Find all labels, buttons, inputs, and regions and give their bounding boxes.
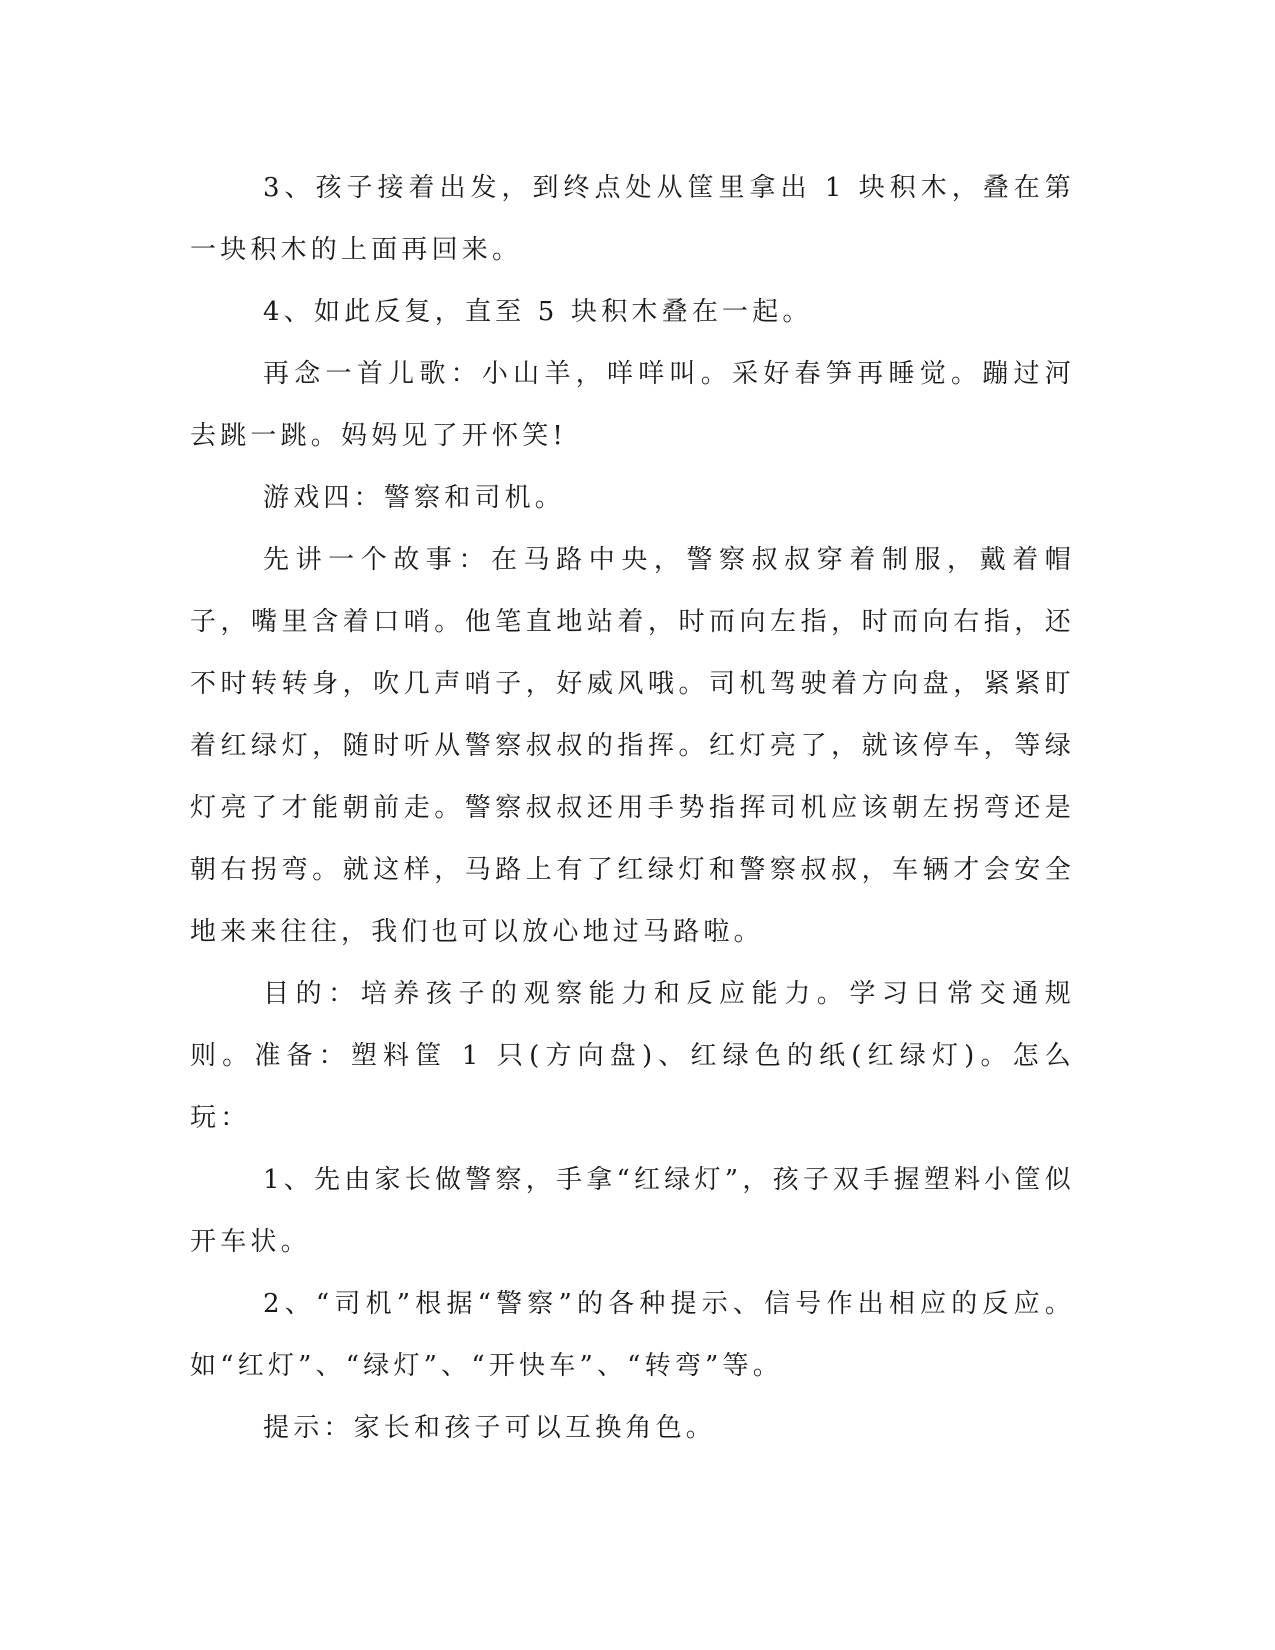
paragraph-tip: 提示：家长和孩子可以互换角色。 xyxy=(263,1413,717,1443)
paragraph-nursery-rhyme: 再念一首儿歌：小山羊，咩咩叫。采好春笋再睡觉。蹦过河去跳一跳。妈妈见了开怀笑! xyxy=(190,359,1075,451)
paragraph-story: 先讲一个故事：在马路中央，警察叔叔穿着制服，戴着帽子，嘴里含着口哨。他笔直地站着，时而向左指，时而向右指，还不时转转身，吹几声哨子，好威风哦。司机驾驶着方向盘，紧紧盯着红绿灯，随时听从警察叔叔的指挥。红灯亮了，就该停车，等绿灯亮了才能朝前走。警察叔叔还用手势指挥司机应该朝左拐弯还是朝右拐弯。就这样，马路上有了红绿灯和警察叔叔，车辆才会安全地来来往往，我们也可以放心地过马路啦。 xyxy=(190,545,1075,947)
paragraph-purpose-preparation: 目的：培养孩子的观察能力和反应能力。学习日常交通规则。准备：塑料筐 1 只(方向盘)、红绿色的纸(红绿灯)。怎么玩： xyxy=(190,979,1075,1133)
paragraph-step-3: 3、孩子接着出发，到终点处从筐里拿出 1 块积木，叠在第一块积木的上面再回来。 xyxy=(190,173,1075,265)
paragraph-play-step-1: 1、先由家长做警察，手拿“红绿灯”，孩子双手握塑料小筐似开车状。 xyxy=(190,1165,1075,1257)
paragraph-step-4: 4、如此反复，直至 5 块积木叠在一起。 xyxy=(263,297,813,327)
document-body xyxy=(190,157,1075,1459)
paragraph-game-four-title: 游戏四：警察和司机。 xyxy=(263,483,566,513)
paragraph-play-step-2: 2、“司机”根据“警察”的各种提示、信号作出相应的反应。如“红灯”、“绿灯”、“开快车”、“转弯”等。 xyxy=(190,1289,1075,1381)
